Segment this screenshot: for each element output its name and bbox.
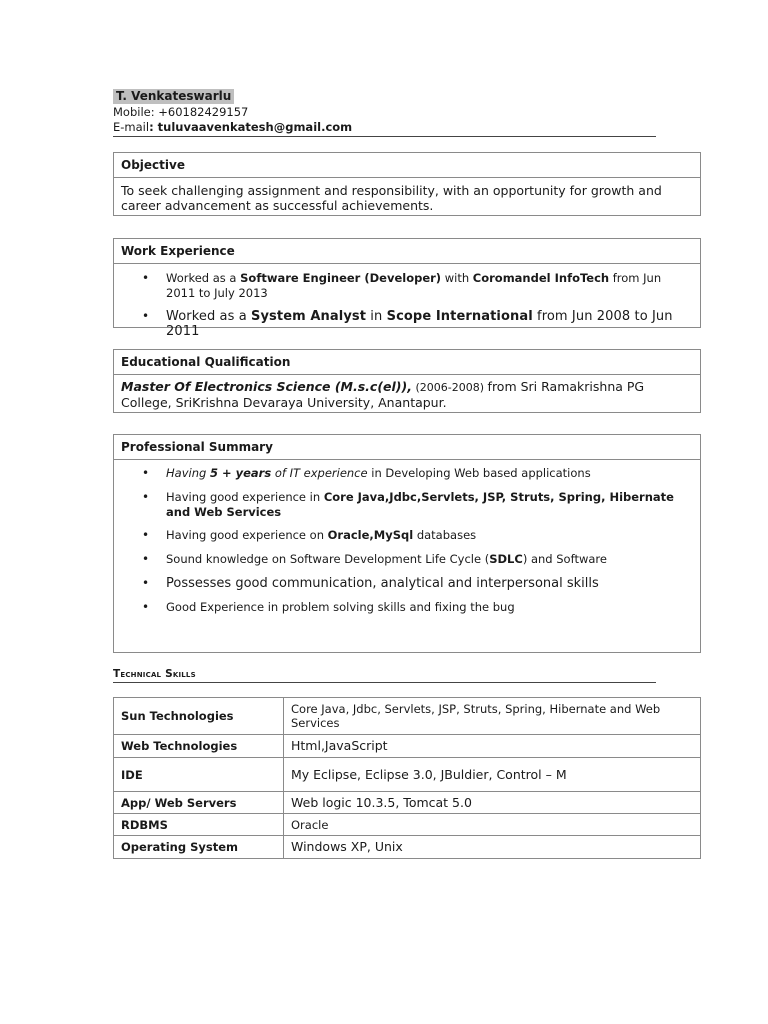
objective-text: To seek challenging assignment and responsibility, with an opportunity for growth and career advancement as successful achievements. — [121, 183, 662, 213]
table-row — [114, 698, 701, 735]
header-divider — [113, 136, 656, 137]
list-item: • Worked as a System Analyst in Scope International from Jun 2008 to Jun 2011 — [114, 309, 700, 339]
degree-name: Master Of Electronics Science (M.s.c(el)), — [121, 379, 412, 394]
skill-category: Sun Technologies — [114, 698, 284, 735]
list-item: • Having 5 + years of IT experience in Developing Web based applications — [114, 466, 700, 481]
skill-category: Web Technologies — [114, 735, 284, 758]
skill-value: My Eclipse, Eclipse 3.0, JBuldier, Control – M — [284, 758, 701, 792]
email-line — [113, 120, 352, 134]
email-label: E-mail — [113, 120, 150, 134]
list-item: • Good Experience in problem solving skills and fixing the bug — [114, 600, 700, 615]
table-row — [114, 758, 701, 792]
education-text — [114, 375, 700, 414]
list-item: • Possesses good communication, analytical and interpersonal skills — [114, 576, 700, 591]
skill-category: RDBMS — [114, 814, 284, 836]
mobile-number: Mobile: +60182429157 — [113, 105, 249, 119]
section-title: Educational Qualification — [114, 350, 700, 375]
skill-value: Core Java, Jdbc, Servlets, JSP, Struts, Spring, Hibernate and Web Services — [284, 698, 701, 735]
work-experience-section — [113, 238, 701, 339]
table-row — [114, 836, 701, 859]
email-address: : tuluvaavenkatesh@gmail.com — [149, 120, 353, 134]
table-row — [114, 814, 701, 836]
skill-value: Html,JavaScript — [284, 735, 701, 758]
skill-value: Web logic 10.3.5, Tomcat 5.0 — [284, 792, 701, 814]
degree-years: (2006-2008) — [412, 381, 488, 394]
technical-skills-heading: Technical Skills — [113, 668, 196, 680]
summary-list — [114, 466, 700, 615]
degree-institution: from Sri Ramakrishna PG College, SriKrishna Devaraya University, Anantapur. — [121, 379, 645, 410]
work-list — [114, 271, 700, 339]
list-item: • Sound knowledge on Software Development Life Cycle (SDLC) and Software — [114, 552, 700, 567]
table-row — [114, 792, 701, 814]
candidate-name: T. Venkateswarlu — [113, 89, 234, 104]
list-item: • Having good experience in Core Java,Jdbc,Servlets, JSP, Struts, Spring, Hibernate and Web Services — [114, 490, 700, 520]
skill-value: Windows XP, Unix — [284, 836, 701, 859]
objective-section — [113, 152, 701, 216]
section-title: Work Experience — [114, 239, 700, 264]
skill-category: IDE — [114, 758, 284, 792]
skill-category: App/ Web Servers — [114, 792, 284, 814]
professional-summary-section — [113, 434, 701, 653]
list-item: • Having good experience on Oracle,MySql databases — [114, 528, 700, 543]
technical-skills-table — [113, 697, 701, 859]
section-title: Professional Summary — [114, 435, 700, 460]
skill-value: Oracle — [284, 814, 701, 836]
list-item: • Worked as a Software Engineer (Developer) with Coromandel InfoTech from Jun 2011 to July 2013 — [114, 271, 700, 301]
table-row — [114, 735, 701, 758]
education-section — [113, 349, 701, 413]
technical-skills-divider — [113, 682, 656, 683]
skill-category: Operating System — [114, 836, 284, 859]
section-title: Objective — [114, 153, 700, 178]
